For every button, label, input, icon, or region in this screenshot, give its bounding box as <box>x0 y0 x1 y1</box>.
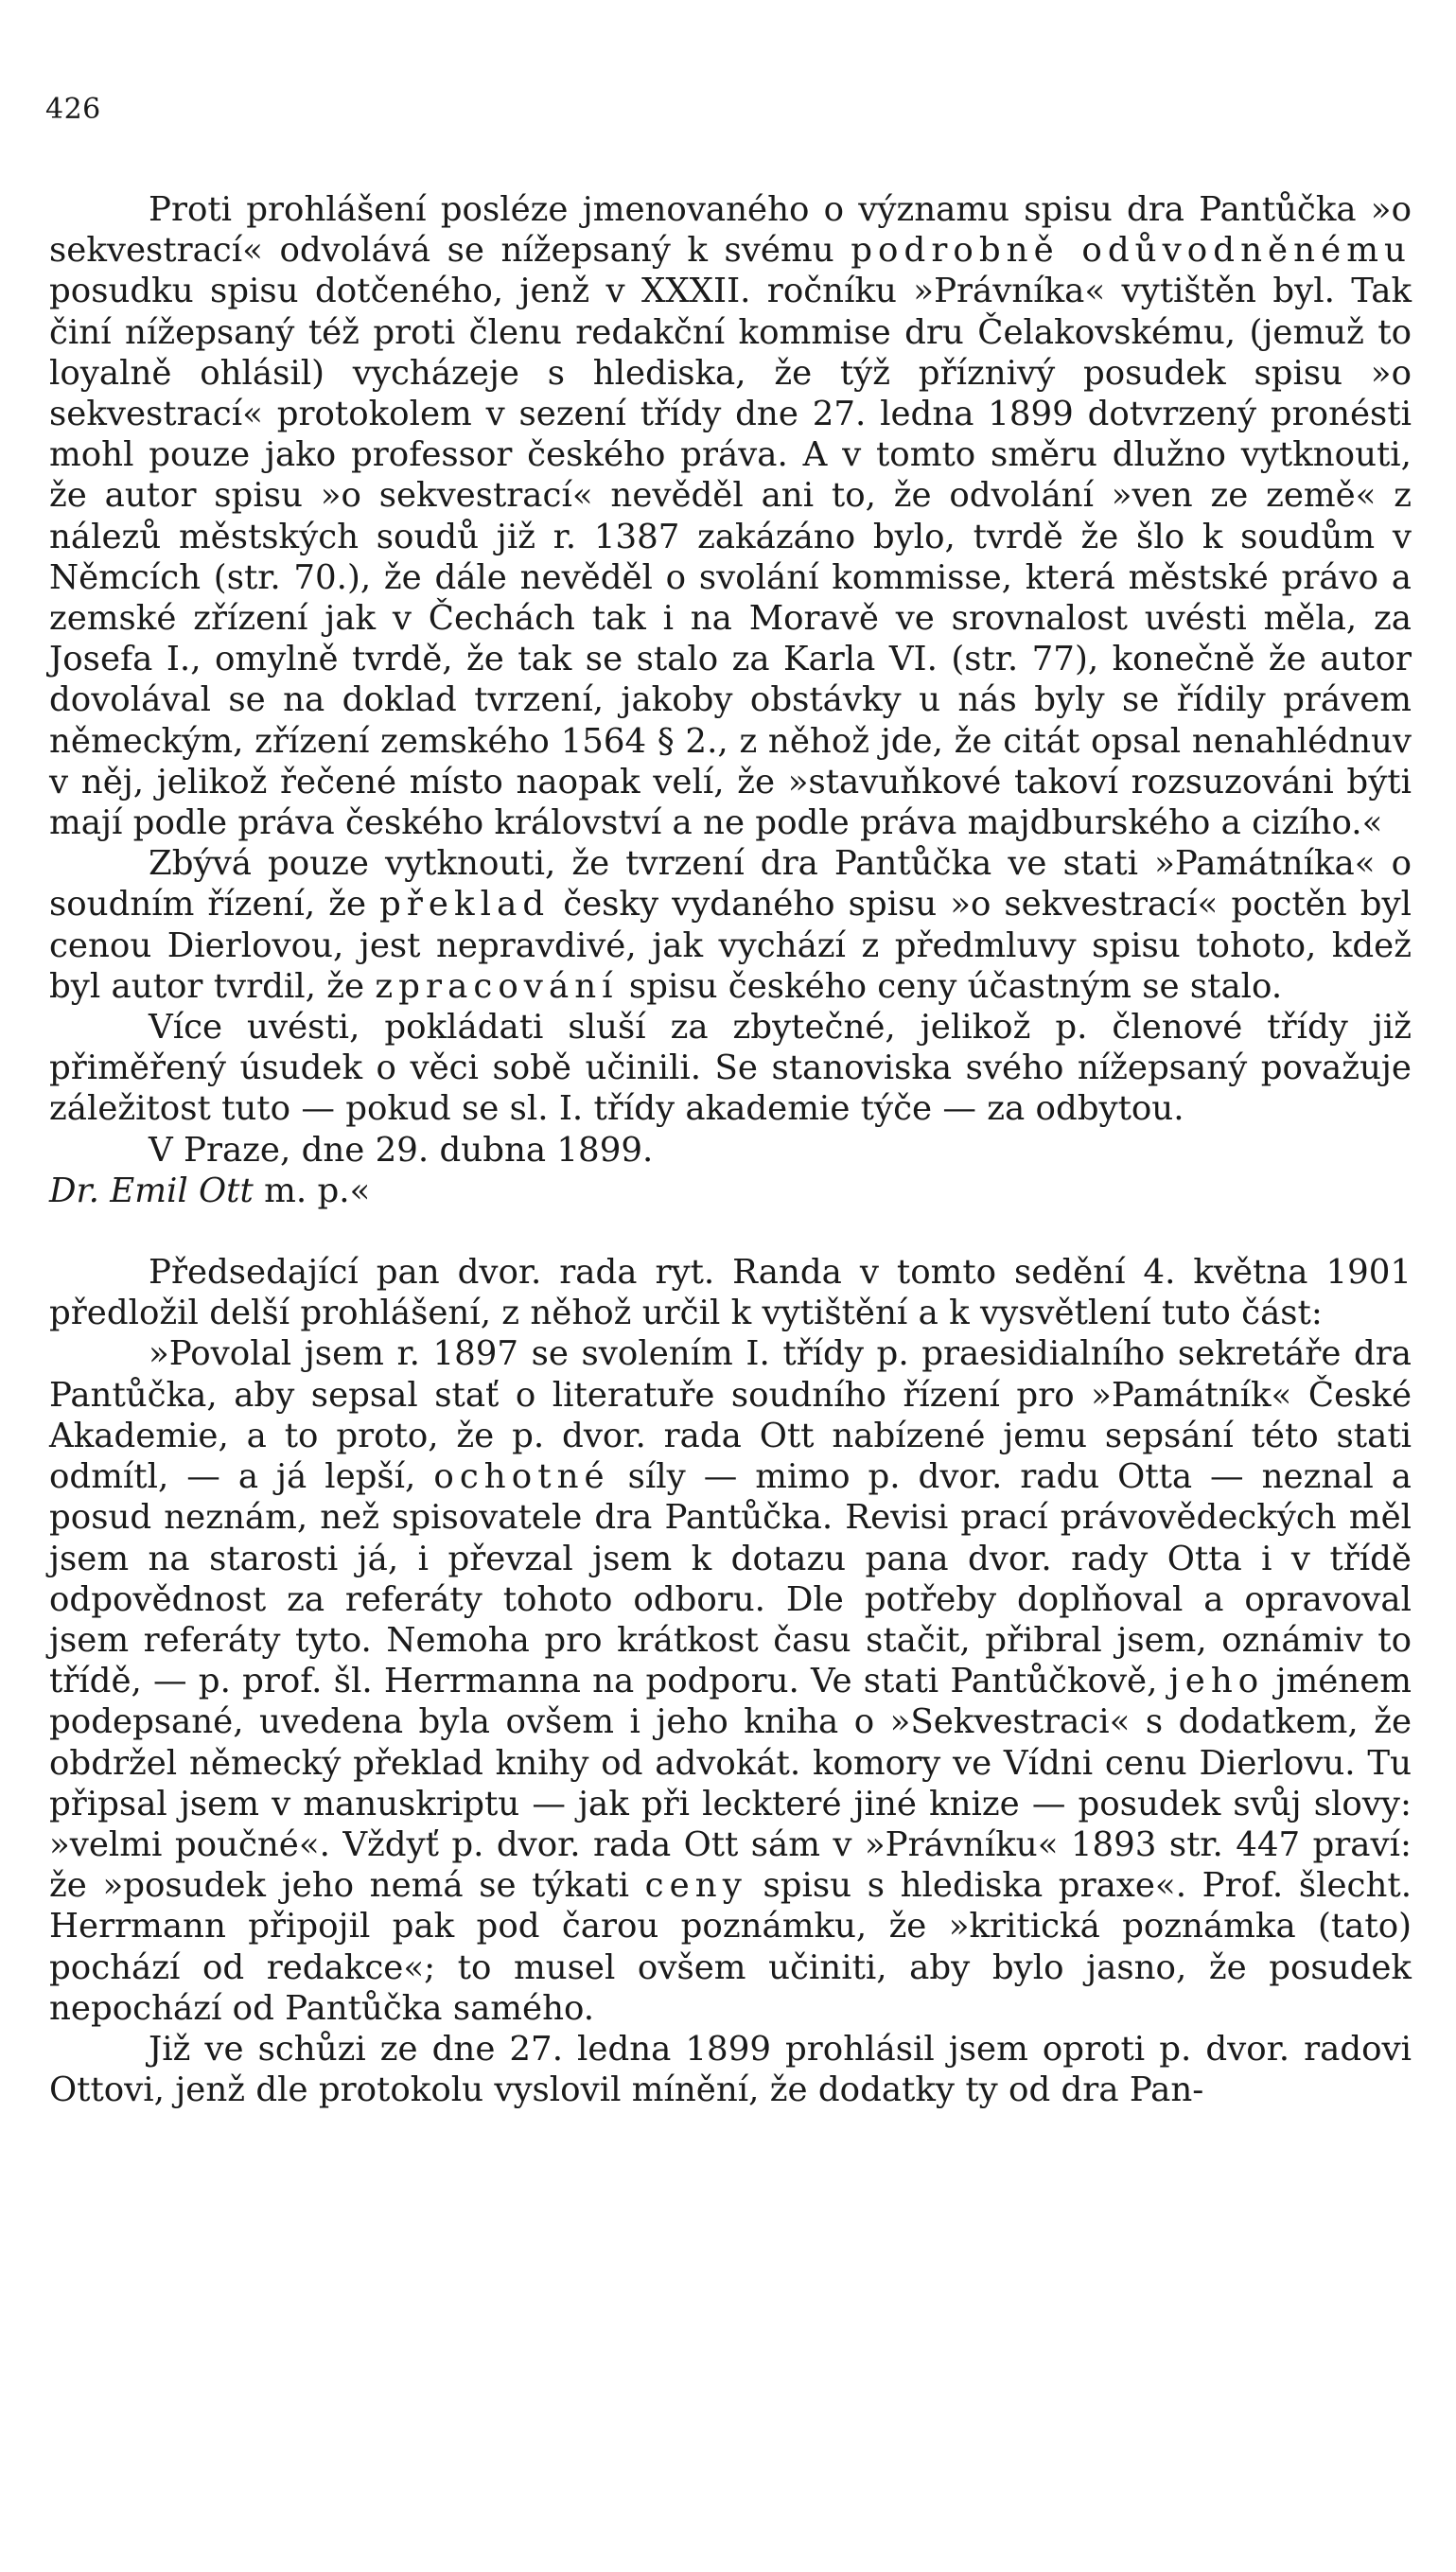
emphasis-spaced: ochotné <box>433 1457 610 1497</box>
paragraph-2: Zbývá pouze vytknouti, že tvrzení dra Pantůčka ve stati »Památníka« o soudním řízení, že překlad česky vydaného spisu »o sekvestrací« poctěn byl cenou Dierlovou, jest nepravdivé, jak vychází z předmluvy spisu tohoto, kdež byl autor tvrdil, že zpracování spisu českého ceny účastným se stalo. <box>49 844 1412 1006</box>
signature: Dr. Emil Ott m. p.« <box>49 1171 371 1210</box>
page-number: 426 <box>45 93 101 126</box>
paragraph-3: Více uvésti, pokládati sluší za zbytečné, jelikož p. členové třídy již přiměřený úsudek o věci sobě učinili. Se stanoviska svého nížepsaný považuje záležitost tuto — pokud se sl. I. třídy akademie týče — za odbytou. <box>49 1008 1412 1129</box>
signature-name: Dr. Emil Ott <box>49 1171 254 1210</box>
emphasis-spaced: jeho <box>1168 1662 1265 1701</box>
paragraph-4: Předsedající pan dvor. rada ryt. Randa v tomto sedění 4. května 1901 předložil delší prohlášení, z něhož určil k vytištění a k vysvětlení tuto část: <box>49 1253 1412 1333</box>
dateline: V Praze, dne 29. dubna 1899. <box>149 1130 654 1170</box>
section-gap <box>49 1211 1412 1252</box>
emphasis-spaced: překlad <box>379 885 551 925</box>
paragraph-6: Již ve schůzi ze dne 27. ledna 1899 prohlásil jsem oproti p. dvor. radovi Ottovi, jenž dle protokolu vyslovil mínění, že dodatky ty od dra Pan- <box>49 2029 1412 2110</box>
body-text <box>49 189 1412 2110</box>
emphasis-spaced: zpracování <box>375 966 619 1006</box>
emphasis-spaced: ceny <box>644 1866 747 1906</box>
emphasis-spaced: podrobně odůvodněnému <box>851 231 1412 271</box>
paragraph-1: Proti prohlášení posléze jmenovaného o významu spisu dra Pantůčka »o sekvestrací« odvolává se nížepsaný k svému podrobně odůvodněnému posudku spisu dotčeného, jenž v XXXII. ročníku »Právníka« vytištěn byl. Tak činí nížepsaný též proti členu redakční kommise dru Čelakovskému, (jemuž to loyalně ohlásil) vycházeje s hlediska, že týž příznivý posudek spisu »o sekvestrací« protokolem v sezení třídy dne 27. ledna 1899 dotvrzený pronésti mohl pouze jako professor českého práva. A v tomto směru dlužno vytknouti, že autor spisu »o sekvestrací« nevěděl ani to, že odvolání »ven ze země« z nálezů městských soudů již r. 1387 zakázáno bylo, tvrdě že šlo k soudům v Němcích (str. 70.), že dále nevěděl o svolání kommisse, která městské právo a zemské zřízení jak v Čechách tak i na Moravě ve srovnalost uvésti měla, za Josefa I., omylně tvrdě, že tak se stalo za Karla VI. (str. 77), konečně že autor dovolával se na doklad tvrzení, jakoby obstávky u nás byly se řídily právem německým, zřízení zemského 1564 § 2., z něhož jde, že citát opsal nenahlédnuv v něj, jelikož řečené místo naopak velí, že »stavuňkové takoví rozsuzováni býti mají podle práva českého království a ne podle práva majdburského a cizího.« <box>49 190 1412 843</box>
paragraph-5: »Povolal jsem r. 1897 se svolením I. třídy p. praesidialního sekretáře dra Pantůčka, aby sepsal stať o literatuře soudního řízení pro »Památník« České Akademie, a to proto, že p. dvor. rada Ott nabízené jemu sepsání této stati odmítl, — a já lepší, ochotné síly — mimo p. dvor. radu Otta — neznal a posud neznám, než spisovatele dra Pantůčka. Revisi prací právovědeckých měl jsem na starosti já, i převzal jsem k dotazu pana dvor. rady Otta i v třídě odpovědnost za referáty tohoto odboru. Dle potřeby doplňoval a opravoval jsem referáty tyto. Nemoha pro krátkost času stačit, přibral jsem, oznámiv to třídě, — p. prof. šl. Herrmanna na podporu. Ve stati Pantůčkově, jeho jménem podepsané, uvedena byla ovšem i jeho kniha o »Sekvestraci« s dodatkem, že obdržel německý překlad knihy od advokát. komory ve Vídni cenu Dierlovu. Tu připsal jsem v manuskriptu — jak při leckteré jiné knize — posudek svůj slovy: »velmi poučné«. Vždyť p. dvor. rada Ott sám v »Právníku« 1893 str. 447 praví: že »posudek jeho nemá se týkati ceny spisu s hlediska praxe«. Prof. šlecht. Herrmann připojil pak pod čarou poznámku, že »kritická poznámka (tato) pochází od redakce«; to musel ovšem učiniti, aby bylo jasno, že posudek nepochází od Pantůčka samého. <box>49 1334 1412 2028</box>
